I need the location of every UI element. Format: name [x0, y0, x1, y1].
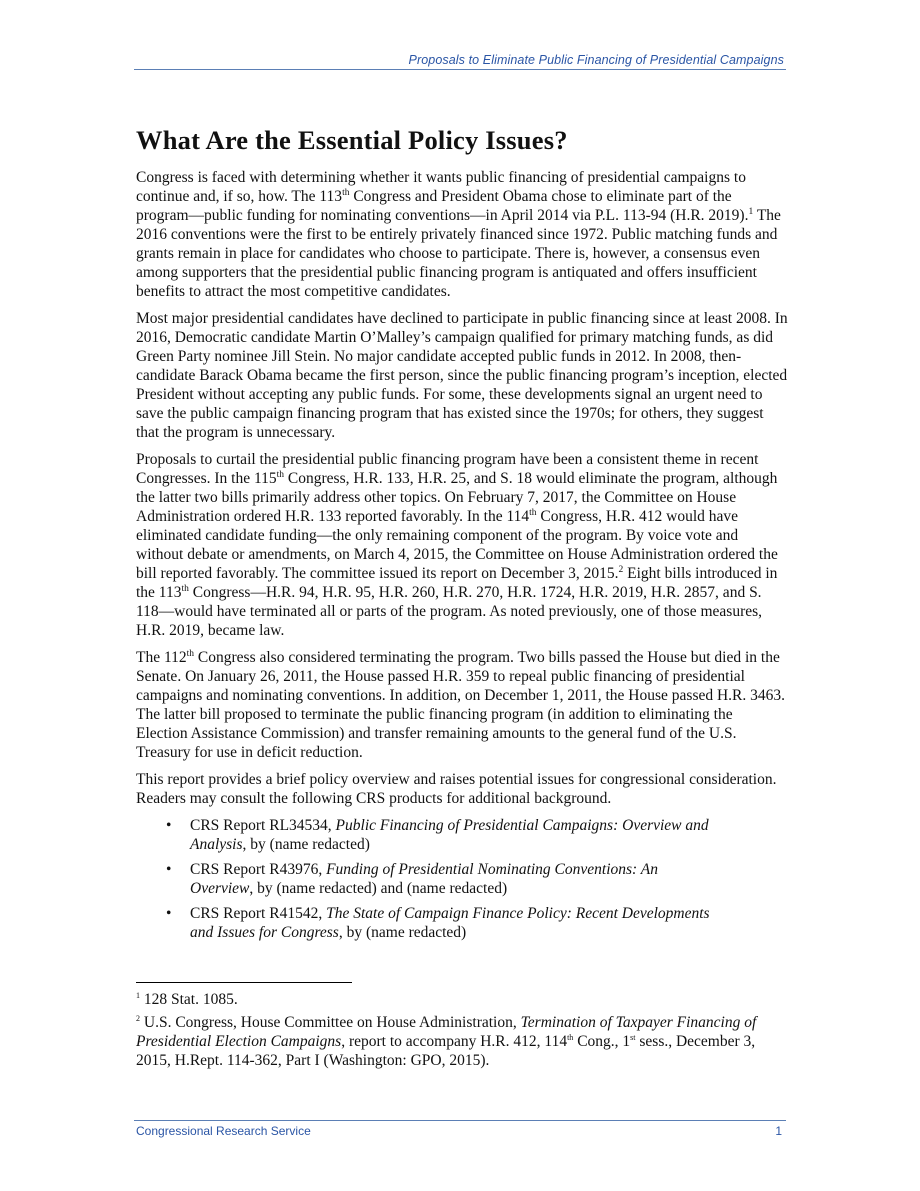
footer-publisher: Congressional Research Service: [136, 1124, 311, 1138]
page-number: 1: [775, 1124, 782, 1138]
crs-report-list: [136, 816, 788, 942]
footnote-2: $^2$ U.S. Congress, House Committee on House Administration, Termination of Taxpayer Financing of Presidential Election Campaigns, report to accompany H.R. 412, 114th Cong., 1st sess., December 3, 2015, H.Rept. 114-362, Part I (Washington: GPO, 2015).: [136, 1013, 757, 1069]
bullet-icon: •: [166, 861, 172, 878]
paragraph-3: Proposals to curtail the presidential public financing program have been a consistent theme in recent Congresses. In the 115th Congress, H.R. 133, H.R. 25, and S. 18 would eliminate the program, although the latter two bills primarily address other topics. On February 7, 2017, the Committee on House Administration ordered H.R. 133 reported favorably. In the 114th Congress, H.R. 412 would have eliminated candidate funding—the only remaining component of the program. By voice vote and without debate or amendments, on March 4, 2015, the Committee on House Administration ordered the bill reported favorably. The committee issued its report on December 3, 2015.$^2$ Eight bills introduced in the 113th Congress—H.R. 94, H.R. 95, H.R. 260, H.R. 270, H.R. 1724, H.R. 2019, H.R. 2857, and S. 118—would have terminated all or parts of the program. As noted previously, one of those measures, H.R. 2019, became law.: [136, 451, 778, 639]
paragraph-1: Congress is faced with determining whether it wants public financing of presidential campaigns to continue and, if so, how. The 113th Congress and President Obama chose to eliminate part of the program—public funding for nominating conventions—in April 2014 via P.L. 113-94 (H.R. 2019).$^1$ The 2016 conventions were the first to be entirely privately financed since 1972. Public matching funds and grants remain in place for candidates who choose to participate. There is, however, a consensus even among supporters that the presidential public financing program is antiquated and offers insufficient benefits to attract the most competitive candidates.: [136, 169, 781, 300]
paragraph-5: This report provides a brief policy overview and raises potential issues for congressional consideration. Readers may consult the following CRS products for additional background.: [136, 771, 777, 807]
list-item: • CRS Report R41542, The State of Campaign Finance Policy: Recent Developments and Issues for Congress, by (name redacted): [166, 905, 710, 941]
list-item: • CRS Report RL34534, Public Financing of Presidential Campaigns: Overview and Analysis, by (name redacted): [166, 817, 709, 853]
bullet-icon: •: [166, 817, 172, 834]
page-footer: [134, 1120, 786, 1138]
paragraph-4: The 112th Congress also considered terminating the program. Two bills passed the House but died in the Senate. On January 26, 2011, the House passed H.R. 359 to repeal public financing of presidential campaigns and nominating conventions. In addition, on December 1, 2011, the House passed H.R. 3463. The latter bill proposed to terminate the public financing program (in addition to eliminating the Election Assistance Commission) and transfer remaining amounts to the general fund of the U.S. Treasury for use in deficit reduction.: [136, 648, 786, 761]
footnote-ref-2[interactable]: 2: [618, 564, 624, 575]
footnote-ref-1[interactable]: 1: [748, 206, 754, 217]
report-title: The State of Campaign Finance Policy: Recent Developments and Issues for Congress: [190, 905, 710, 941]
list-item: • CRS Report R43976, Funding of Presidential Nominating Conventions: An Overview, by (name redacted) and (name redacted): [166, 861, 659, 897]
footnote-1: $^1$ 128 Stat. 1085.: [136, 990, 238, 1008]
bullet-icon: •: [166, 905, 172, 922]
footnote-divider: [136, 982, 352, 983]
paragraph-2: Most major presidential candidates have declined to participate in public financing since at least 2008. In 2016, Democratic candidate Martin O’Malley’s campaign qualified for primary matching funds, as did Green Party nominee Jill Stein. No major candidate accepted public funds in 2012. In 2008, then-candidate Barack Obama became the first person, since the public financing program’s inception, elected President without accepting any public funds. For some, these developments signal an urgent need to save the public campaign financing program that has existed since the 1970s; for others, they suggest that the program is unnecessary.: [136, 310, 788, 441]
main-content: [136, 125, 788, 948]
footnotes: [136, 990, 788, 1074]
section-heading: What Are the Essential Policy Issues?: [136, 125, 568, 155]
running-header: [134, 53, 786, 70]
header-title: Proposals to Eliminate Public Financing of Presidential Campaigns: [408, 53, 784, 67]
report-title: Public Financing of Presidential Campaigns: Overview and Analysis: [190, 817, 709, 853]
report-title: Funding of Presidential Nominating Conventions: An Overview: [190, 861, 659, 897]
